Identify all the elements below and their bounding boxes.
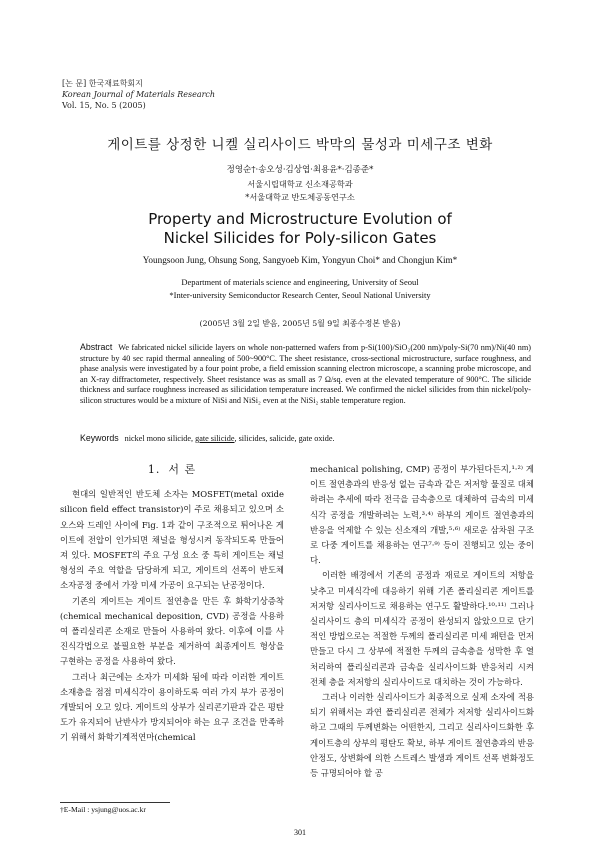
title-en-line-2: Nickel Silicides for Poly-silicon Gates [163,229,437,247]
section-number: 1. [147,463,161,476]
keywords [80,433,531,443]
affiliation-kr-1: 서울시립대학교 신소재공학과 [247,179,353,189]
paragraph: 그러나 이러한 실리사이드가 최종적으로 실제 소자에 적용되기 위해서는 과연 폴리실리콘 전체가 저저항 실리사이드화 하고 그때의 두께변화는 어떤한지, 그리고 실리사이드화한 후 게이트층의 상부의 평탄도 확보, 하부 게이트 절연층과의 반응 안정도, 상변화에 의한 스트레스 발생과 게이트 선폭 변화정도 등 규명되어야 할 공 [310,692,534,779]
affiliation-en-2: *Inter-university Semiconductor Research Center, Seoul National University [169,290,431,300]
footnote-email: †E-Mail : ysjung@uos.ac.kr [60,805,146,814]
affiliations-english [0,276,600,302]
title-english [0,210,600,248]
keywords-post: , silicides, salicide, gate oxide. [234,434,335,443]
authors-english: Youngsoon Jung, Ohsung Song, Sangyoeb Kim, Yongyun Choi* and Chongjun Kim* [142,255,458,265]
paragraph: mechanical polishing, CMP) 공정이 부가된다든지,¹·²⁾ 게이트 절연층과의 반응성 없는 금속과 같은 저저항 물질로 대체하려는 추세에 따라 전극을 금속층으로 대체하여 금속의 미세식각 공정을 개발하려는 노력,³·⁴⁾ 하부의 게이트 절연층과의 반응을 억제할 수 있는 신소재의 개발,⁵·⁶⁾ 새로운 삼차원 구조로 다중 게이트를 채용하는 연구⁷·⁹⁾ 등이 진행되고 있는 중이다. [310,464,534,566]
title-korean: 게이트를 상정한 니켈 실리사이드 박막의 물성과 미세구조 변화 [107,137,493,153]
footnote-divider [60,802,170,803]
paragraph: 기존의 게이트는 게이트 절연층을 만든 후 화학기상증착(chemical mechanical deposition, CVD) 공정을 사용하여 폴리실리콘 소재로 만들어 사용하여 왔다. 이후에 이를 사진식각법으로 불필요한 부분을 제거하여 최종게이트 형상을 구현하는 공정을 사용하여 왔다. [60,595,284,667]
section-heading [60,460,284,477]
title-en-line-1: Property and Microstructure Evolution of [148,210,452,228]
keywords-pre: nickel mono silicide, [124,434,196,443]
paragraph: 이러한 배경에서 기존의 공정과 재료로 게이트의 저항을 낮추고 미세식각에 대응하기 위해 기존 폴리실리콘 게이트를 저저항 실리사이드로 채용하는 연구도 활발하다.¹⁰·¹¹⁾ 그러나 실리사이드 층의 미세식각 공정이 완성되지 않았으므로 단기적인 방법으로는 적절한 두께의 폴리실리콘 미세 패턴을 먼저 만들고 다시 그 상부에 적절한 두께의 금속층을 성막한 후 열처리하여 폴리실리콘과 금속을 실리사이드화 반응처리 시켜 전체 층을 저저항의 실리사이드로 대치하는 것이 가능하다. [310,570,534,687]
affiliation-kr-2: *서울대학교 반도체공동연구소 [245,192,355,202]
journal-volume: Vol. 15, No. 5 (2005) [62,101,146,110]
journal-line-kr: [논 문] 한국재료학회지 [62,79,143,88]
abstract-text: We fabricated nickel silicide layers on whole non-patterned wafers from p-Si(100)/SiO₂(200 nm)/poly-Si(70 nm)/Ni(40 nm) structure by 40 sec rapid thermal annealing of 500~900°C. The sheet resistance, cross-sectional microstructure, surface roughness, and phase analysis were investigated by a four point probe, a field emission scanning electron microscope, a scanning probe microscope, and an X-ray diffractometer, respectively. Sheet resistance was as small as 7 Ω/sq. even at the elevated temperature of 900°C. The silicide thickness and surface roughness increased as silicidation temperature increased. We confirmed the nickel silicides from thin nickel/poly-silicon structures would be a mixture of NiSi and NiSi₂ even at the NiSi₂ stable temperature region. [80,343,531,405]
journal-header [62,78,215,111]
paragraph: 그러나 최근에는 소자가 미세화 됨에 따라 이러한 게이트 소재층을 점점 미세식각이 용이하도록 여러 가지 부가 공정이 개발되어 오고 있다. 게이트의 상부가 실리콘기판과 같은 평탄도가 유지되어 난반사가 방지되어야 하는 요구 조건을 만족하기 위해서 화학기계적연마(chemical [60,671,284,743]
authors-korean: 정영순†·송오성·김상엽·최용윤*·김종준* [226,165,374,175]
keywords-underlined: gate silicide [195,434,235,443]
keywords-label: Keywords [80,433,119,443]
abstract [80,342,531,407]
abstract-label: Abstract [80,342,113,352]
affiliation-en-1: Department of materials science and engineering, University of Seoul [181,277,419,287]
journal-line-en: Korean Journal of Materials Research [62,90,216,99]
section-title: 서 론 [168,463,197,476]
paragraph: 현대의 일반적인 반도체 소자는 MOSFET(metal oxide silicon field effect transistor)이 주로 채용되고 있으며 소오스와 드레인 사이에 Fig. 1과 같이 구조적으로 튀어나온 게이트에 전압이 인가되면 채널을 형성시켜 동작되도록 만들어져 있다. MOSFET의 주요 구성 요소 중 특히 게이트는 채널 형성의 주요 역할을 담당하게 되고, 게이트의 선폭이 반도체 소자공정 중에서 가장 미세 가공이 요구되는 난공정이다. [60,489,284,591]
column-left [60,460,284,746]
received-dates: (2005년 3월 2일 받음, 2005년 5월 9일 최종수정본 받음) [199,319,401,328]
affiliations-korean [0,178,600,204]
page-number: 301 [294,828,306,837]
column-right [310,462,534,781]
